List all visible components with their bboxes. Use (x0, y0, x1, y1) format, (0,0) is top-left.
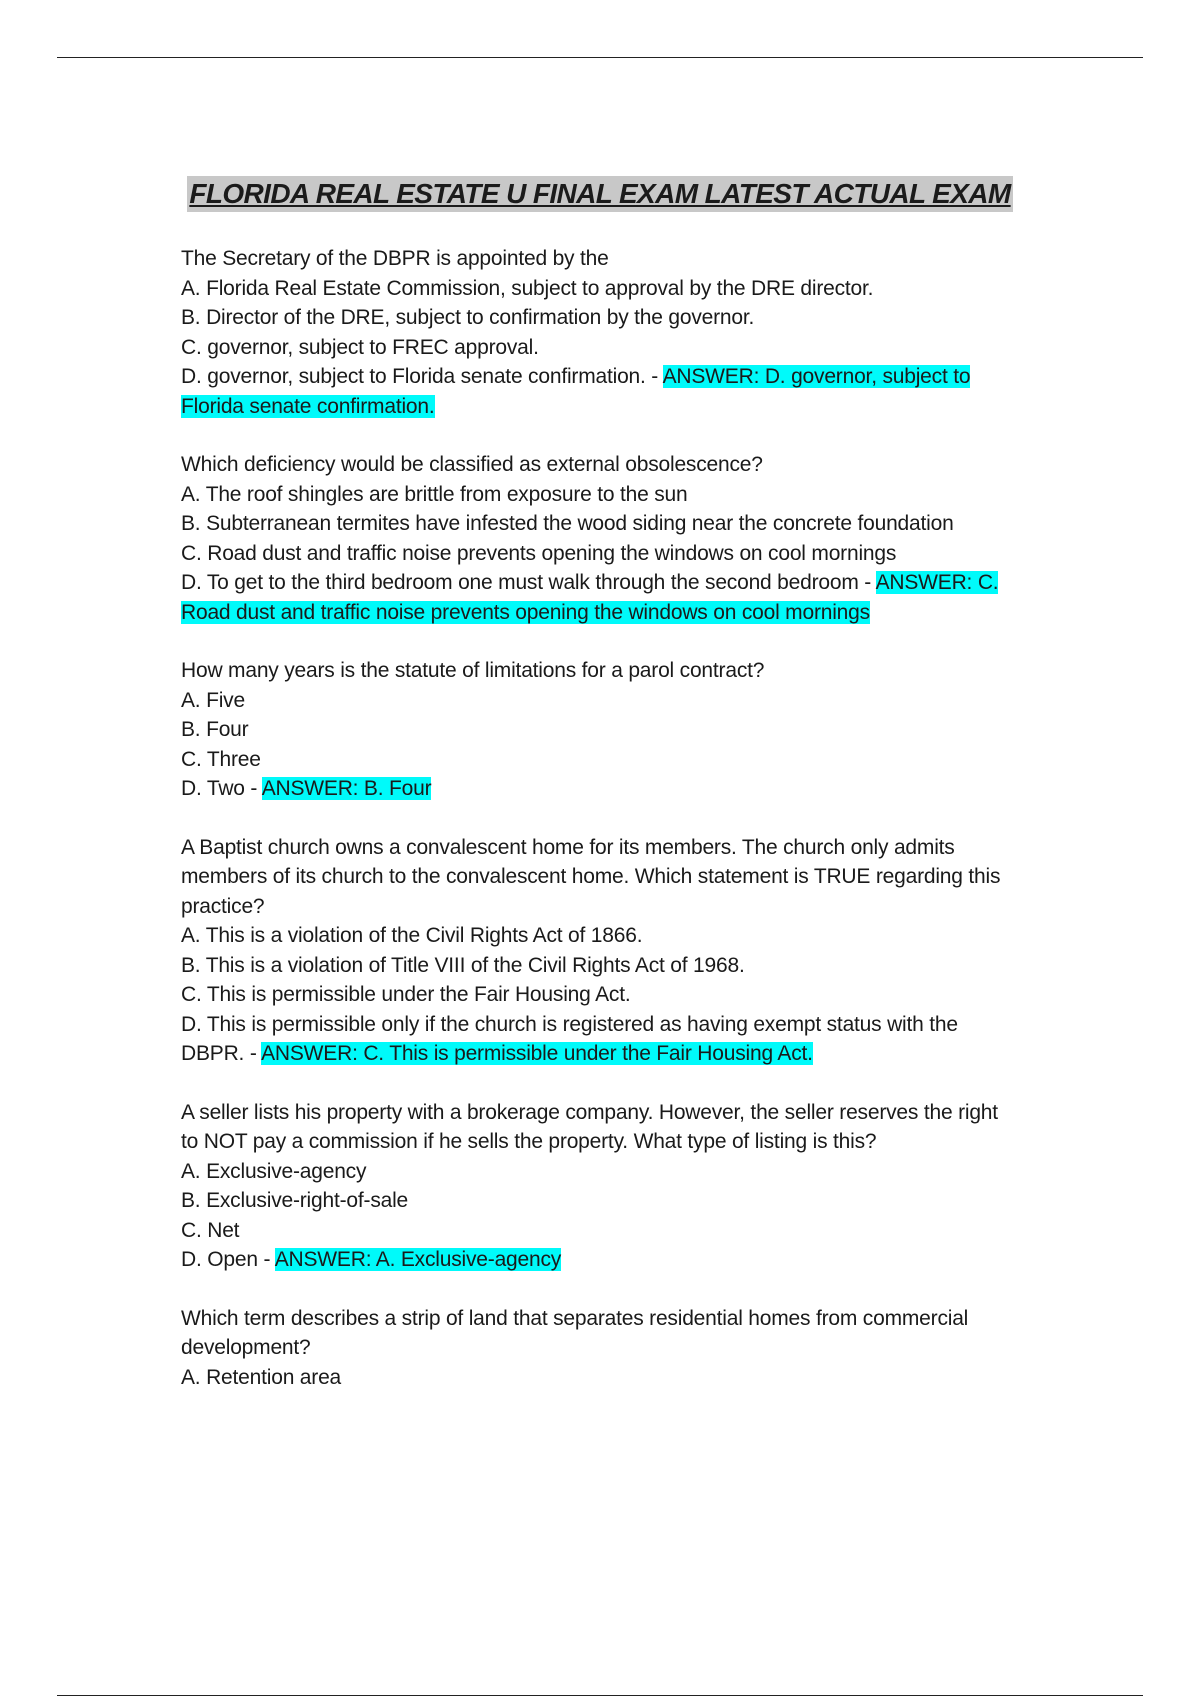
option-text: D. To get to the third bedroom one must walk through the second bedroom - (181, 571, 872, 594)
option-text: D. governor, subject to Florida senate confirmation. - (181, 365, 659, 388)
answer-option: A. Five (181, 688, 245, 712)
option-text: D. Two - (181, 777, 258, 800)
answer-option: B. Director of the DRE, subject to confirmation by the governor. (181, 306, 755, 329)
question-block (181, 244, 1021, 421)
answer-option: A. The roof shingles are brittle from exposure to the sun (181, 482, 688, 506)
answer-option-last (181, 1245, 1021, 1275)
answer-option-last (181, 362, 1021, 421)
question-stem-continued: practice? (181, 894, 265, 918)
question-stem: Which deficiency would be classified as external obsolescence? (181, 453, 763, 476)
question-stem: The Secretary of the DBPR is appointed by the (181, 247, 609, 270)
document-title: FLORIDA REAL ESTATE U FINAL EXAM LATEST ACTUAL EXAM (187, 176, 1012, 212)
answer-option: A. This is a violation of the Civil Rights Act of 1866. (181, 924, 643, 947)
footer-rule (57, 1695, 1143, 1696)
answer-option: B. Four (181, 718, 249, 741)
question-block (181, 833, 1021, 1069)
highlighted-answer: ANSWER: D. governor, subject to Florida senate confirmation. (181, 365, 971, 418)
question-stem: A Baptist church owns a convalescent home for its members. The church only admits members of its church to the convalescent home. Which statement is TRUE regarding this (181, 835, 1001, 888)
question-block (181, 1304, 1021, 1393)
answer-option: C. Three (181, 747, 261, 771)
answer-option-last (181, 568, 1021, 627)
question-list (181, 244, 1021, 1421)
option-text: D. This is permissible only if the church is registered as having exempt status with the DBPR. - (181, 1012, 958, 1065)
title-block (0, 176, 1200, 212)
header-rule (57, 57, 1143, 58)
question-stem-continued: development? (181, 1336, 311, 1359)
question-stem: Which term describes a strip of land that separates residential homes from commercial (181, 1306, 969, 1330)
highlighted-answer: ANSWER: C. This is permissible under the Fair Housing Act. (261, 1042, 813, 1065)
highlighted-answer: ANSWER: C. Road dust and traffic noise prevents opening the windows on cool mornings (181, 571, 999, 624)
answer-option: C. Net (181, 1218, 240, 1242)
question-stem: How many years is the statute of limitations for a parol contract? (181, 659, 765, 682)
answer-option: C. governor, subject to FREC approval. (181, 335, 539, 359)
answer-option: C. This is permissible under the Fair Housing Act. (181, 983, 631, 1006)
answer-option: C. Road dust and traffic noise prevents opening the windows on cool mornings (181, 541, 897, 565)
answer-option-last (181, 1010, 1021, 1069)
answer-option: A. Florida Real Estate Commission, subject to approval by the DRE director. (181, 276, 874, 300)
highlighted-answer: ANSWER: B. Four (261, 777, 432, 800)
question-stem-continued: to NOT pay a commission if he sells the property. What type of listing is this? (181, 1130, 877, 1153)
answer-option: A. Retention area (181, 1365, 342, 1389)
answer-option: B. This is a violation of Title VIII of the Civil Rights Act of 1968. (181, 953, 745, 977)
answer-option: B. Subterranean termites have infested the wood siding near the concrete foundation (181, 512, 954, 535)
option-text: D. Open - (181, 1248, 271, 1271)
highlighted-answer: ANSWER: A. Exclusive-agency (274, 1248, 562, 1271)
answer-option-last (181, 774, 1021, 804)
question-block (181, 656, 1021, 804)
question-block (181, 450, 1021, 627)
answer-option: B. Exclusive-right-of-sale (181, 1189, 409, 1212)
question-block (181, 1098, 1021, 1275)
question-stem: A seller lists his property with a brokerage company. However, the seller reserves the right (181, 1100, 998, 1124)
answer-option: A. Exclusive-agency (181, 1159, 367, 1183)
